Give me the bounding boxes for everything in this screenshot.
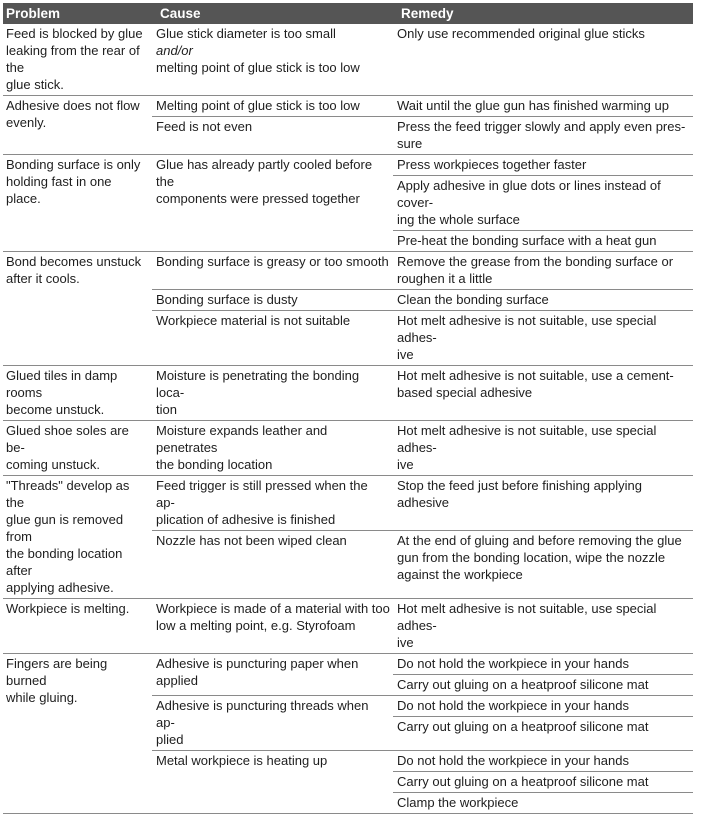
cause-remedy-column (152, 252, 693, 365)
remedy-line: ive (397, 457, 414, 472)
remedy-line: Hot melt adhesive is not suitable, use a cement- (397, 368, 674, 383)
remedy-cell (393, 716, 693, 737)
problem-line: Glued shoe soles are be- (6, 423, 129, 455)
remedy-cell (393, 96, 693, 116)
remedy-line: Press the feed trigger slowly and apply even pres- (397, 119, 686, 134)
cause-line: and/or (156, 43, 193, 58)
problem-line: applying adhesive. (6, 580, 114, 595)
table-row (3, 366, 693, 421)
problem-line: glue gun is removed from (6, 512, 124, 544)
cause-row (152, 116, 693, 154)
remedy-line: Remove the grease from the bonding surface or (397, 254, 674, 269)
remedy-cell (393, 366, 693, 403)
cause-line: plication of adhesive is finished (156, 512, 336, 527)
cause-line: tion (156, 402, 177, 417)
table-body (3, 24, 693, 814)
cause-line: Glue has already partly cooled before the (156, 157, 373, 189)
remedy-line: roughen it a little (397, 271, 493, 286)
cause-remedy-column (152, 654, 693, 813)
cause-line: Adhesive is puncturing paper when applied (156, 656, 359, 688)
remedy-line: Only use recommended original glue sticks (397, 26, 645, 41)
cause-cell (152, 696, 393, 750)
cause-remedy-column (152, 476, 693, 598)
cause-cell (152, 117, 393, 154)
remedy-line: ive (397, 635, 414, 650)
remedy-list (393, 290, 693, 310)
table-row (3, 155, 693, 252)
cause-row (152, 289, 693, 310)
remedy-cell (393, 654, 693, 674)
problem-cell (3, 96, 152, 154)
header-cause: Cause (160, 6, 201, 21)
remedy-cell (393, 771, 693, 792)
cause-row (152, 24, 693, 78)
cause-line: melting point of glue stick is too low (156, 60, 360, 75)
cause-line: Workpiece material is not suitable (156, 313, 351, 328)
table-row (3, 24, 693, 96)
remedy-cell (393, 751, 693, 771)
remedy-line: Carry out gluing on a heatproof silicone mat (397, 774, 649, 789)
remedy-list (393, 531, 693, 585)
cause-row (152, 695, 693, 750)
cause-row (152, 530, 693, 585)
cause-line: low a melting point, e.g. Styrofoam (156, 618, 356, 633)
remedy-line: Do not hold the workpiece in your hands (397, 753, 629, 768)
remedy-list (393, 155, 693, 251)
table-header (3, 3, 693, 24)
table-row (3, 476, 693, 599)
cause-cell (152, 366, 393, 420)
problem-line: "Threads" develop as the (6, 478, 130, 510)
remedy-list (393, 654, 693, 695)
header-problem: Problem (6, 6, 61, 21)
problem-line: Adhesive does not flow (6, 98, 140, 113)
remedy-cell (393, 674, 693, 695)
cause-cell (152, 751, 393, 813)
remedy-list (393, 476, 693, 530)
remedy-list (393, 421, 693, 475)
problem-cell (3, 24, 152, 95)
cause-cell (152, 421, 393, 475)
cause-row (152, 155, 693, 251)
cause-remedy-column (152, 599, 693, 653)
remedy-line: Do not hold the workpiece in your hands (397, 698, 629, 713)
problem-cell (3, 599, 152, 653)
problem-cell (3, 654, 152, 813)
cause-line: Feed is not even (156, 119, 253, 134)
cause-row (152, 252, 693, 289)
problem-cell (3, 366, 152, 420)
table-row (3, 599, 693, 654)
remedy-line: Apply adhesive in glue dots or lines instead of cover- (397, 178, 661, 210)
remedy-line: Press workpieces together faster (397, 157, 587, 172)
remedy-list (393, 117, 693, 154)
problem-line: Feed is blocked by glue (6, 26, 143, 41)
remedy-cell (393, 311, 693, 365)
remedy-line: Hot melt adhesive is not suitable, use special adhes- (397, 423, 657, 455)
cause-line: plied (156, 732, 184, 747)
cause-remedy-column (152, 366, 693, 420)
problem-line: evenly. (6, 115, 47, 130)
table-row (3, 252, 693, 366)
cause-row (152, 421, 693, 475)
remedy-line: ive (397, 347, 414, 362)
cause-row (152, 654, 693, 695)
remedy-line: Hot melt adhesive is not suitable, use special adhes- (397, 313, 657, 345)
cause-cell (152, 476, 393, 530)
remedy-line: Do not hold the workpiece in your hands (397, 656, 629, 671)
problem-cell (3, 421, 152, 475)
problem-line: glue stick. (6, 77, 64, 92)
troubleshooting-table (3, 3, 693, 814)
problem-line: Bond becomes unstuck (6, 254, 142, 269)
problem-line: holding fast in one place. (6, 174, 112, 206)
remedy-cell (393, 230, 693, 251)
remedy-line: Carry out gluing on a heatproof silicone mat (397, 719, 649, 734)
remedy-line: sure (397, 136, 423, 151)
cause-remedy-column (152, 96, 693, 154)
cause-line: Moisture expands leather and penetrates (156, 423, 328, 455)
header-remedy: Remedy (401, 6, 454, 21)
cause-line: Moisture is penetrating the bonding loca- (156, 368, 360, 400)
cause-row (152, 599, 693, 653)
cause-remedy-column (152, 155, 693, 251)
remedy-cell (393, 476, 693, 513)
remedy-line: Carry out gluing on a heatproof silicone mat (397, 677, 649, 692)
cause-row (152, 750, 693, 813)
remedy-cell (393, 155, 693, 175)
table-row (3, 421, 693, 476)
remedy-line: Pre-heat the bonding surface with a heat gun (397, 233, 657, 248)
cause-cell (152, 654, 393, 695)
problem-cell (3, 252, 152, 365)
remedy-line: Wait until the glue gun has finished warming up (397, 98, 669, 113)
cause-row (152, 366, 693, 420)
remedy-list (393, 696, 693, 750)
cause-line: components were pressed together (156, 191, 360, 206)
cause-line: Metal workpiece is heating up (156, 753, 328, 768)
cause-line: Workpiece is made of a material with too (156, 601, 390, 616)
problem-line: become unstuck. (6, 402, 105, 417)
remedy-list (393, 311, 693, 365)
remedy-line: Hot melt adhesive is not suitable, use special adhes- (397, 601, 657, 633)
cause-line: Feed trigger is still pressed when the ap- (156, 478, 368, 510)
cause-line: Melting point of glue stick is too low (156, 98, 360, 113)
problem-line: after it cools. (6, 271, 80, 286)
problem-line: coming unstuck. (6, 457, 100, 472)
remedy-list (393, 252, 693, 289)
cause-line: the bonding location (156, 457, 273, 472)
remedy-list (393, 24, 693, 78)
problem-line: Glued tiles in damp rooms (6, 368, 118, 400)
problem-cell (3, 476, 152, 598)
remedy-cell (393, 421, 693, 475)
remedy-line: At the end of gluing and before removing the glue (397, 533, 682, 548)
remedy-cell (393, 252, 693, 289)
remedy-list (393, 96, 693, 116)
cause-row (152, 476, 693, 530)
problem-line: Workpiece is melting. (6, 601, 130, 616)
cause-line: Nozzle has not been wiped clean (156, 533, 347, 548)
remedy-line: against the workpiece (397, 567, 523, 582)
remedy-line: based special adhesive (397, 385, 533, 400)
remedy-line: ing the whole surface (397, 212, 520, 227)
remedy-list (393, 751, 693, 813)
remedy-cell (393, 290, 693, 310)
problem-line: leaking from the rear of the (6, 43, 140, 75)
cause-cell (152, 96, 393, 116)
table-row (3, 96, 693, 155)
remedy-cell (393, 696, 693, 716)
remedy-line: Clean the bonding surface (397, 292, 549, 307)
table-row (3, 654, 693, 814)
cause-remedy-column (152, 421, 693, 475)
cause-cell (152, 531, 393, 585)
cause-cell (152, 599, 393, 653)
cause-row (152, 96, 693, 116)
remedy-cell (393, 531, 693, 585)
problem-line: Fingers are being burned (6, 656, 108, 688)
remedy-cell (393, 175, 693, 230)
problem-line: the bonding location after (6, 546, 123, 578)
remedy-list (393, 599, 693, 653)
remedy-line: Clamp the workpiece (397, 795, 519, 810)
cause-line: Bonding surface is dusty (156, 292, 298, 307)
cause-cell (152, 311, 393, 365)
problem-line: while gluing. (6, 690, 78, 705)
cause-cell (152, 290, 393, 310)
remedy-line: Stop the feed just before finishing applying adhesive (397, 478, 643, 510)
cause-remedy-column (152, 24, 693, 95)
cause-cell (152, 24, 393, 78)
remedy-list (393, 366, 693, 420)
remedy-cell (393, 599, 693, 653)
remedy-cell (393, 792, 693, 813)
cause-cell (152, 155, 393, 251)
cause-line: Bonding surface is greasy or too smooth (156, 254, 389, 269)
cause-row (152, 310, 693, 365)
problem-line: Bonding surface is only (6, 157, 141, 172)
remedy-cell (393, 24, 693, 44)
cause-line: Glue stick diameter is too small (156, 26, 336, 41)
remedy-line: gun from the bonding location, wipe the nozzle (397, 550, 666, 565)
problem-cell (3, 155, 152, 251)
remedy-cell (393, 117, 693, 154)
cause-line: Adhesive is puncturing threads when ap- (156, 698, 369, 730)
cause-cell (152, 252, 393, 289)
